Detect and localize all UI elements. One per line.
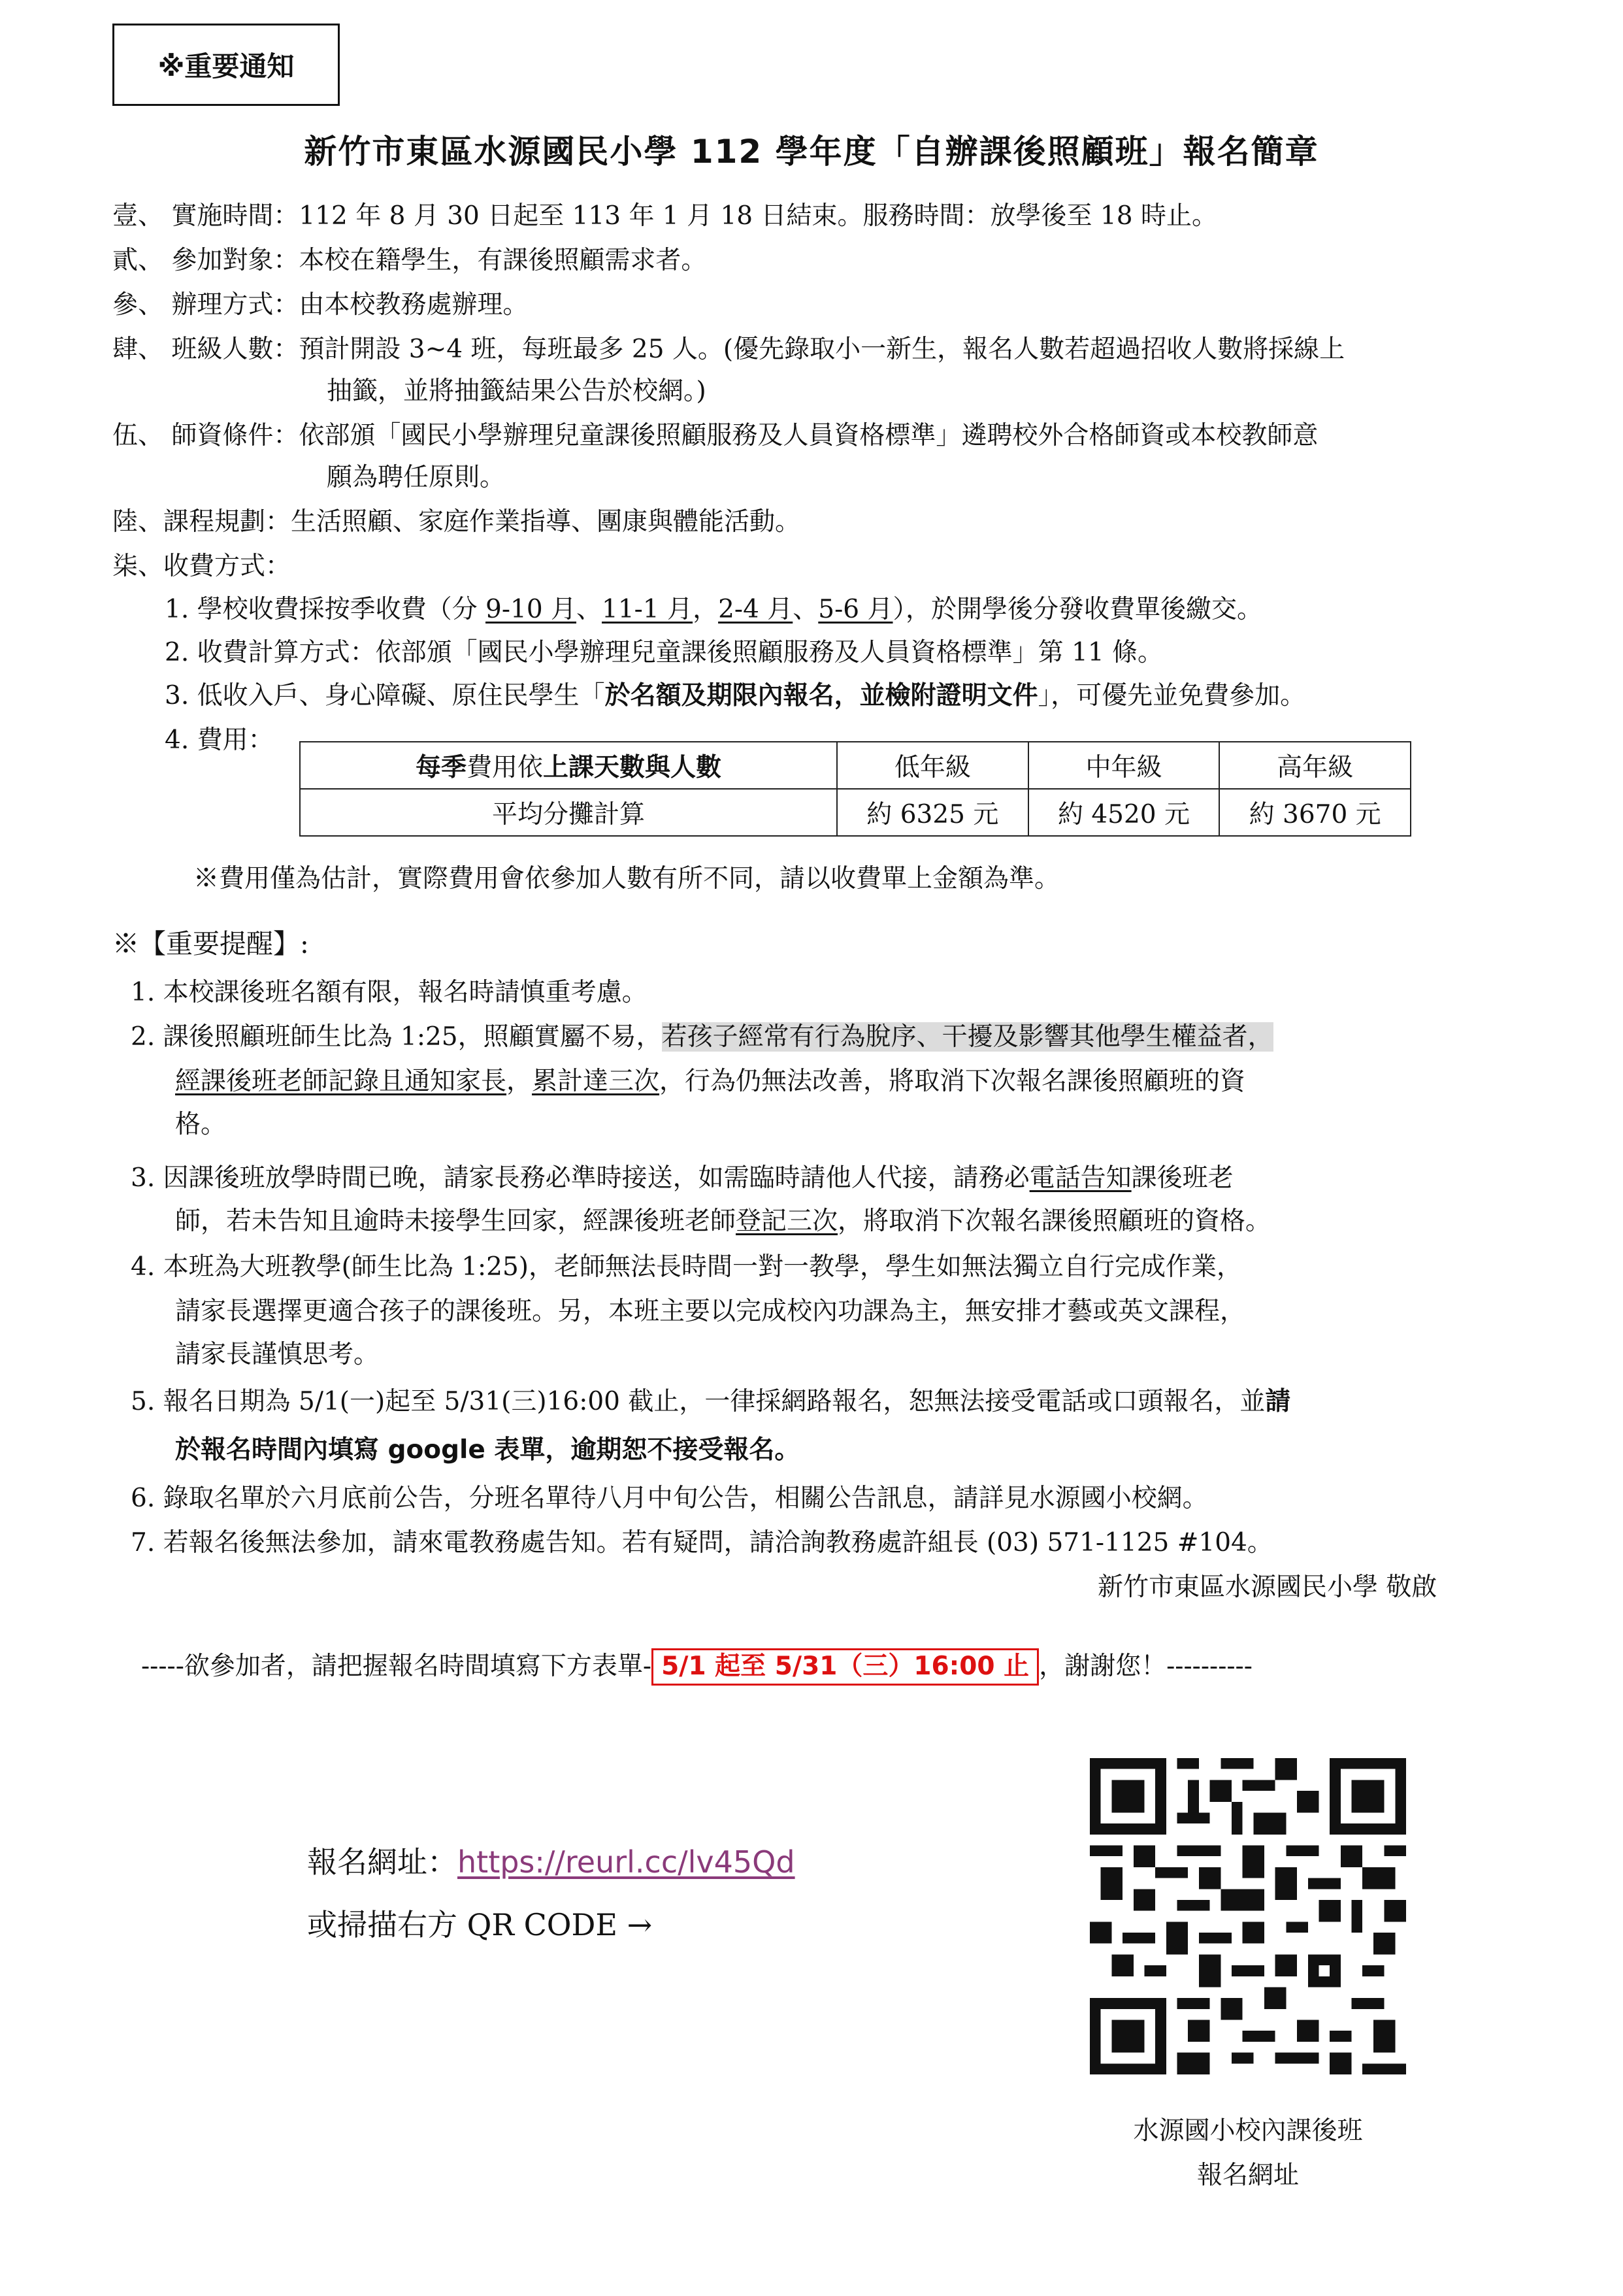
signup-url-link[interactable]: https://reurl.cc/lv45Qd	[457, 1844, 795, 1880]
qr-caption-line1: 水源國小校內課後班	[1133, 2116, 1363, 2146]
reminder-7: 7. 若報名後無法參加，請來電教務處告知。若有疑問，請洽詢教務處許組長 (03) 571-1125 #104。	[131, 1528, 1273, 1557]
fee-upper-grade: 約 3670 元	[1219, 789, 1411, 836]
reminder-2-line3: 格。	[175, 1110, 227, 1139]
reminder-2-line2: 經課後班老師記錄且通知家長，累計達三次，行為仍無法改善，將取消下次報名課後照顧班的資	[175, 1067, 1246, 1096]
page-title: 新竹市東區水源國民小學 112 學年度「自辦課後照顧班」報名簡章	[304, 133, 1319, 171]
signup-period-box: 5/1 起至 5/31（三）16:00 止	[651, 1648, 1039, 1686]
section-4-line1: 肆、 班級人數：預計開設 3~4 班，每班最多 25 人。(優先錄取小一新生，報名人數若超過招收人數將採線上	[112, 335, 1345, 364]
section-6: 陸、課程規劃：生活照顧、家庭作業指導、團康與體能活動。	[112, 507, 801, 537]
fee-table	[299, 741, 1411, 837]
fee-lower-grade: 約 6325 元	[837, 789, 1028, 836]
reminder-heading: ※【重要提醒】:	[112, 928, 309, 959]
reminder-5-line2: 於報名時間內填寫 google 表單，逾期恕不接受報名。	[175, 1435, 800, 1465]
reminder-1: 1. 本校課後班名額有限，報名時請慎重考慮。	[131, 978, 648, 1007]
col-upper-grade: 高年級	[1219, 742, 1411, 789]
reminder-3-line2: 師，若未告知且逾時未接學生回家，經課後班老師登記三次，將取消下次報名課後照顧班的資格。	[175, 1206, 1271, 1236]
qr-code-image[interactable]	[1090, 1758, 1406, 2074]
quarter-2: 11-1 月	[602, 595, 693, 624]
section-5-line2: 願為聘任原則。	[327, 463, 506, 492]
important-notice-label: ※重要通知	[112, 24, 340, 106]
reminder-2-line1: 2. 課後照顧班師生比為 1:25，照顧實屬不易，若孩子經常有行為脫序、干擾及影響其他學生權益者，	[131, 1022, 1273, 1052]
fee-item-2: 2. 收費計算方式：依部頒「國民小學辦理兒童課後照顧服務及人員資格標準」第 11 條。	[165, 638, 1164, 667]
fee-middle-grade: 約 4520 元	[1028, 789, 1220, 836]
reminder-4-line1: 4. 本班為大班教學(師生比為 1:25)，老師無法長時間一對一教學，學生如無法獨立自行完成作業，	[131, 1252, 1243, 1282]
fee-item-3: 3. 低收入戶、身心障礙、原住民學生「於名額及期限內報名，並檢附證明文件」，可優先並免費參加。	[165, 681, 1306, 710]
col-middle-grade: 中年級	[1028, 742, 1220, 789]
section-1: 壹、 實施時間：112 年 8 月 30 日起至 113 年 1 月 18 日結束。服務時間：放學後至 18 時止。	[112, 201, 1217, 231]
quarter-1: 9-10 月	[485, 595, 577, 624]
scan-qr-hint: 或掃描右方 QR CODE →	[307, 1907, 653, 1942]
fee-item-1: 1. 學校收費採按季收費（分 9-10 月、11-1 月，2-4 月、5-6 月），於開學後分發收費單後繳交。	[165, 595, 1263, 624]
signature: 新竹市東區水源國民小學 敬啟	[1098, 1572, 1437, 1602]
quarter-4: 5-6 月	[818, 595, 893, 624]
section-7: 柒、收費方式：	[112, 552, 291, 581]
reminder-6: 6. 錄取名單於六月底前公告，分班名單待八月中旬公告，相關公告訊息，請詳見水源國小校網。	[131, 1484, 1208, 1513]
signup-cutline: -----欲參加者，請把握報名時間填寫下方表單- 5/1 起至 5/31（三）16:00 止 ，謝謝您！----------	[141, 1648, 1253, 1686]
reminder-4-line2: 請家長選擇更適合孩子的課後班。另，本班主要以完成校內功課為主，無安排才藝或英文課程，	[175, 1297, 1246, 1326]
reminder-5-line1: 5. 報名日期為 5/1(一)起至 5/31(三)16:00 截止，一律採網路報名，恕無法接受電話或口頭報名，並請	[131, 1387, 1291, 1416]
signup-link-row: 報名網址：https://reurl.cc/lv45Qd	[307, 1844, 795, 1880]
col-lower-grade: 低年級	[837, 742, 1028, 789]
qr-caption-line2: 報名網址	[1196, 2161, 1299, 2190]
fee-table-header: 每季費用依上課天數與人數	[300, 742, 837, 789]
section-3: 參、 辦理方式：由本校教務處辦理。	[112, 290, 529, 320]
reminder-4-line3: 請家長謹慎思考。	[175, 1340, 380, 1369]
section-2: 貳、 參加對象：本校在籍學生，有課後照顧需求者。	[112, 246, 707, 275]
reminder-3-line1: 3. 因課後班放學時間已晚，請家長務必準時接送，如需臨時請他人代接，請務必電話告知課後班老	[131, 1163, 1234, 1193]
section-5-line1: 伍、 師資條件：依部頒「國民小學辦理兒童課後照顧服務及人員資格標準」遴聘校外合格師資或本校教師意	[112, 421, 1319, 450]
quarter-3: 2-4 月	[718, 595, 793, 624]
section-4-line2: 抽籤，並將抽籤結果公告於校網。)	[327, 376, 706, 406]
fee-table-subheader: 平均分攤計算	[300, 789, 837, 836]
fee-note: ※費用僅為估計，實際費用會依參加人數有所不同，請以收費單上金額為準。	[193, 864, 1060, 893]
fee-item-4: 4. 費用：	[165, 725, 274, 755]
